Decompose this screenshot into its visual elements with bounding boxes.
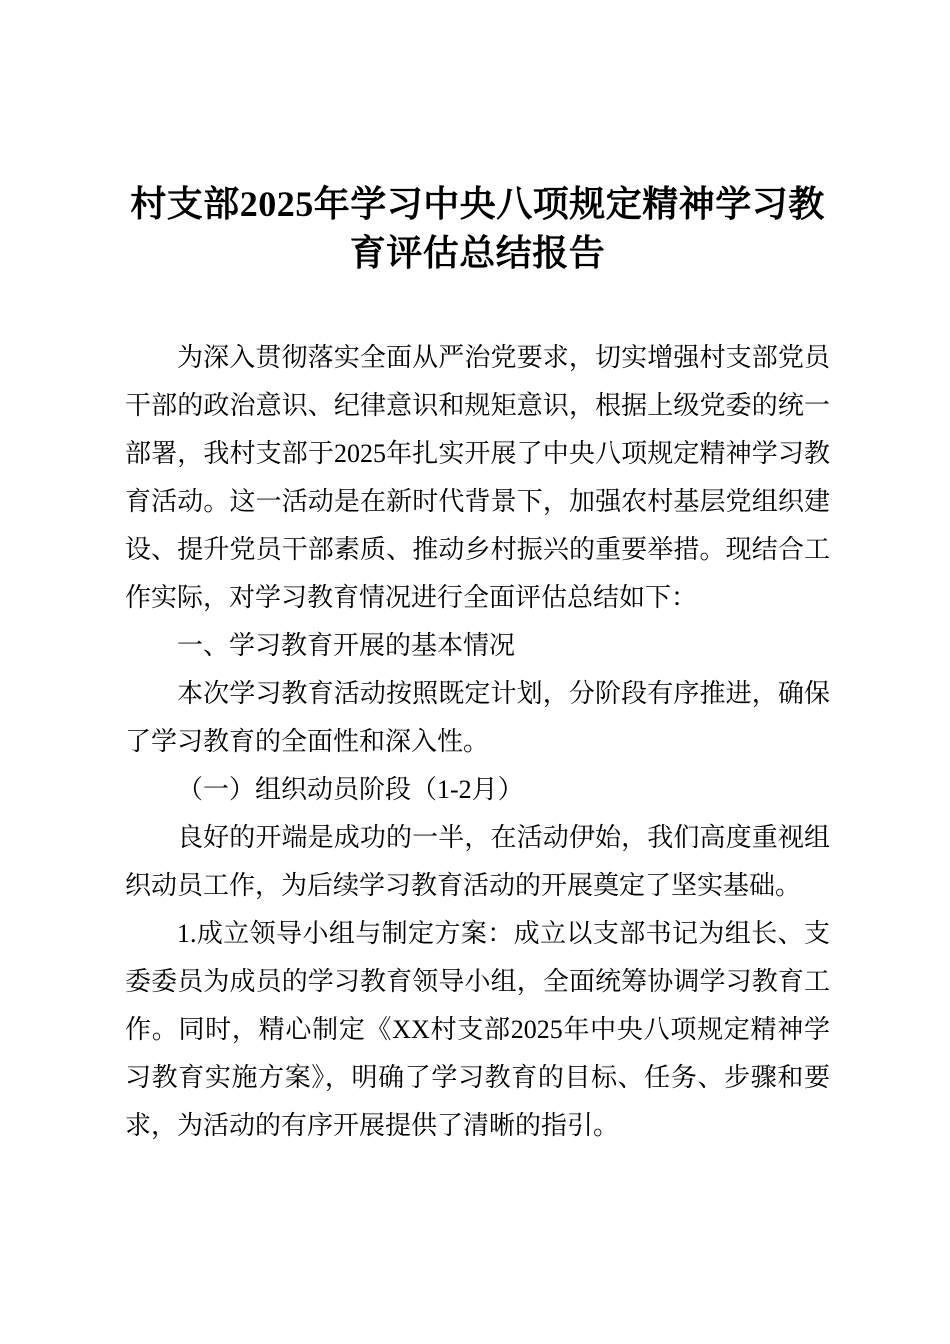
section-heading-1: 一、学习教育开展的基本情况 xyxy=(177,631,516,660)
sub-heading-1-1: （一）组织动员阶段（1-2月） xyxy=(177,775,524,804)
paragraph-mobilization: 良好的开端是成功的一半，在活动伊始，我们高度重视组织动员工作，为后续学习教育活动的开展奠定了坚实基础。 xyxy=(125,823,830,900)
document-body xyxy=(125,334,830,1150)
paragraph-intro: 为深入贯彻落实全面从严治党要求，切实增强村支部党员干部的政治意识、纪律意识和规矩意识，根据上级党委的统一部署，我村支部于2025年扎实开展了中央八项规定精神学习教育活动。这一活动是在新时代背景下，加强农村基层党组织建设、提升党员干部素质、推动乡村振兴的重要举措。现结合工作实际，对学习教育情况进行全面评估总结如下： xyxy=(125,343,830,612)
paragraph-overview: 本次学习教育活动按照既定计划，分阶段有序推进，确保了学习教育的全面性和深入性。 xyxy=(125,679,830,756)
document-title: 村支部2025年学习中央八项规定精神学习教育评估总结报告 xyxy=(130,184,825,273)
paragraph-leading-group: 1.成立领导小组与制定方案：成立以支部书记为组长、支委委员为成员的学习教育领导小组，全面统筹协调学习教育工作。同时，精心制定《XX村支部2025年中央八项规定精神学习教育实施方案》，明确了学习教育的目标、任务、步骤和要求，为活动的有序开展提供了清晰的指引。 xyxy=(125,919,830,1140)
